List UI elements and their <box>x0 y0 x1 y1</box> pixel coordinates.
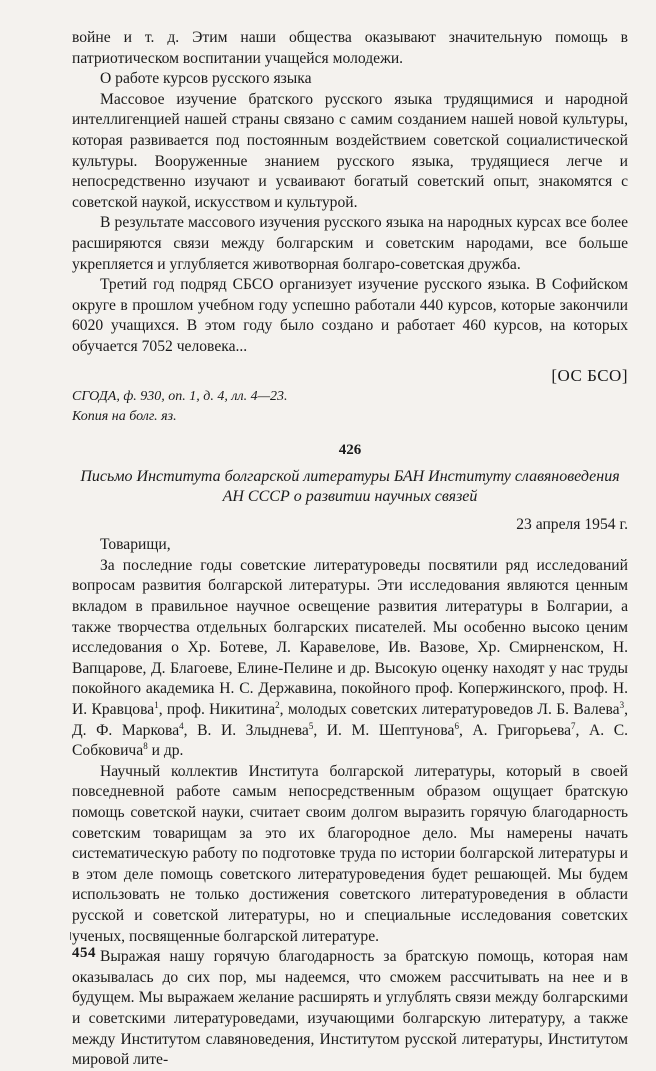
footnote-mark: 6 <box>454 720 459 731</box>
paragraph-collective: Научный коллектив Института болгарской литературы, который в своей повседневной работе самым непосредственным образом ощущает братскую помощь советской науки, считает своим долгом выразить горячую благодарность советским товарищам за это их благородное дело. Мы намерены начать систематическую работу по подготовке труда по истории болгарской литературы и в этом деле помощь советского литературоведения будет решающей. Мы будем использовать не только достижения советского литературоведения в области русской и советской литературы, но и специальные исследования советских ученых, посвященные болгарской литературе. <box>72 762 628 945</box>
footnote-mark: 4 <box>179 720 184 731</box>
salutation: Товарищи, <box>100 536 171 554</box>
paragraph-gratitude: Выражая нашу горячую благодарность за братскую помощь, которая нам оказывалась до сих пор, мы надеемся, что сможем рассчитывать на нее и в будущем. Мы выражаем желание расширять и углублять связи между болгарскими и советскими литературоведами, изучающими болгарскую литературу, а также между Институтом славяноведения, Институтом русской литературы, Институтом мировой лите- <box>72 948 628 1069</box>
footnote-mark: 3 <box>619 699 625 710</box>
text-segment: , В. И. Злыднева <box>183 721 309 739</box>
footnote-mark: 2 <box>275 699 280 710</box>
archive-reference: СГОДА, ф. 930, оп. 1, д. 4, лл. 4—23. <box>72 389 288 405</box>
copy-note: Копия на болг. яз. <box>72 409 177 425</box>
footnote-mark: 7 <box>571 720 576 731</box>
paragraph-soviet-research <box>72 556 628 762</box>
footnote-mark: 5 <box>308 720 314 731</box>
document-number: 426 <box>338 442 362 459</box>
page-body <box>72 28 628 1071</box>
text-segment: и др. <box>147 742 184 760</box>
footnote-mark: 1 <box>154 699 159 710</box>
text-segment: , А. Григорьева <box>458 721 572 739</box>
paragraph-mass-study: Массовое изучение братского русского языка трудящимися и народной интеллигенцией нашей страны связано с самим созданием нашей новой культуры, которая развивается под постоянным воздействием советской социалистической культуры. Вооруженные знанием русского языка, трудящиеся легче и непосредственно изучают и усваивают богатый советский опыт, знакомятся с советской наукой, искусством и культурой. <box>72 90 628 211</box>
text-segment: , И. М. Шептунова <box>313 721 455 739</box>
text-segment: , проф. Никитина <box>158 701 276 719</box>
footnote-mark: 8 <box>143 741 148 752</box>
text-segment: , молодых советских литературоведов Л. Б. Валева <box>279 701 620 719</box>
paragraph-intro: войне и т. д. Этим наши общества оказывают значительную помощь в патриотическом воспитании учащейся молодежи. <box>72 29 628 67</box>
signature-os-bso: [ОС БСО] <box>551 365 628 385</box>
document-title: Письмо Института болгарской литературы БАН Институту славяноведения АН СССР о развитии научных связей <box>80 467 620 505</box>
page-number: 454 <box>72 945 96 961</box>
paragraph-results: В результате массового изучения русского языка на народных курсах все более расширяются связи между болгарским и советским народами, все больше укрепляется и углубляется животворная болгаро-советская дружба. <box>72 214 628 273</box>
section-heading-courses: О работе курсов русского языка <box>100 70 312 88</box>
text-segment: За последние годы советские литературоведы посвятили ряд исследований вопросам развития болгарской литературы. Эти исследования являются ценным вкладом в правильное научное освещение развития литературы в Болгарии, а также творчества отдельных болгарских писателей. Мы особенно высоко ценим исследования о Хр. Ботеве, Л. Каравелове, Ив. Вазове, Хр. Смирненском, Н. Вапцарове, Д. Благоеве, Елине-Пелине и др. Высокую оценку находят у нас труды покойного академика Н. С. Державина, покойного проф. Копержинского, проф. Н. И. Кравцова <box>72 556 628 719</box>
paragraph-third-year: Третий год подряд СБСО организует изучение русского языка. В Софийском округе в прошлом учебном году успешно работали 440 курсов, которые закончили 6020 учащихся. В этом году было создано и работает 460 курсов, на которых обучается 7052 человека... <box>72 276 628 355</box>
document-date: 23 апреля 1954 г. <box>516 515 628 533</box>
text-segment: , Д. Ф. Маркова <box>72 701 629 739</box>
page-edge-mark <box>70 932 77 940</box>
text-segment: , А. С. Собковича <box>72 721 629 760</box>
